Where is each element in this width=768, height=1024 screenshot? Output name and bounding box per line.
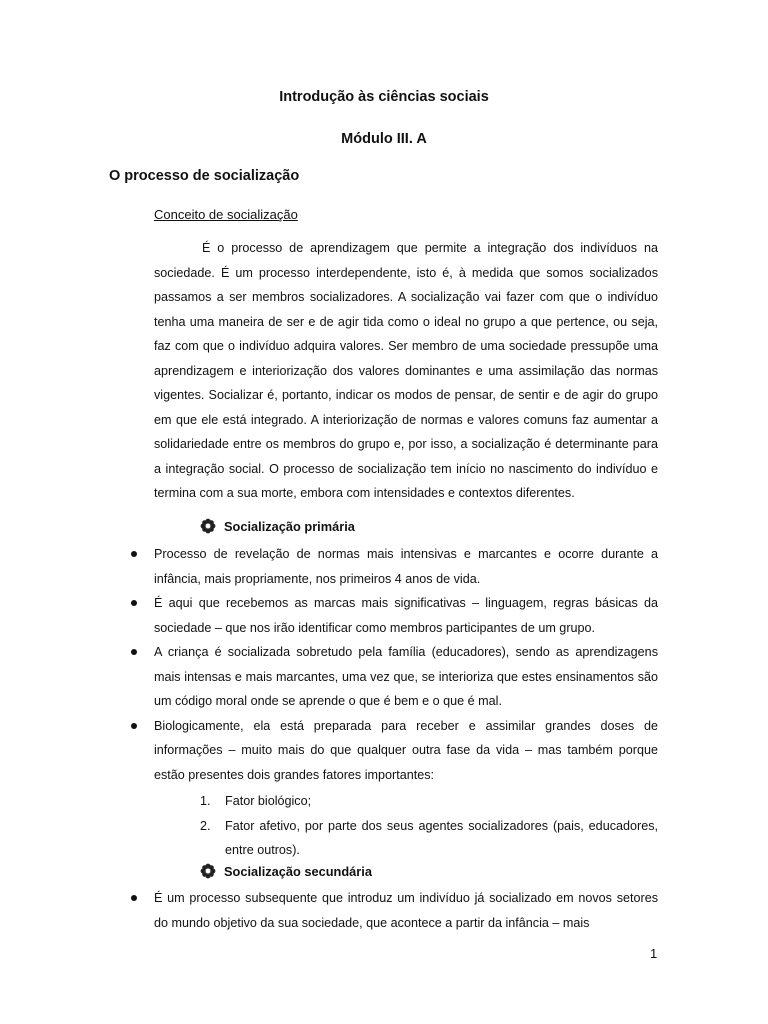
primary-heading-label: Socialização primária <box>224 518 355 534</box>
secondary-bullet-list <box>130 886 658 935</box>
numbered-item-text: Fator afetivo, por parte dos seus agentes socializadores (pais, educadores, entre outros). <box>225 818 658 857</box>
list-item-text: A criança é socializada sobretudo pela família (educadores), sendo as aprendizagens mais intensas e mais marcantes, uma vez que, se interioriza que estes ensinamentos são um código moral onde se aprende o que é bem e o que é mal. <box>154 645 658 708</box>
list-item <box>130 591 658 640</box>
list-item-text: É aqui que recebemos as marcas mais significativas – linguagem, regras básicas da sociedade – que nos irão identificar como membros participantes de um grupo. <box>154 596 658 635</box>
numbered-item-text: Fator biológico; <box>225 794 312 808</box>
primary-bullet-list <box>130 542 658 787</box>
numbered-item <box>200 814 658 863</box>
primary-socialization-heading <box>200 518 355 534</box>
list-item-text: Processo de revelação de normas mais intensivas e marcantes e ocorre durante a infância, mais propriamente, nos primeiros 4 anos de vida. <box>154 547 658 586</box>
flower-icon <box>200 863 216 879</box>
bullet-dot-icon <box>131 723 137 729</box>
document-title: Introdução às ciências sociais <box>279 89 489 105</box>
bullet-dot-icon <box>131 600 137 606</box>
factors-numbered-list <box>200 789 658 863</box>
item-number: 2. <box>200 818 211 833</box>
intro-paragraph: É o processo de aprendizagem que permite a integração dos indivíduos na sociedade. É um processo interdependente, isto é, à medida que somos socializados passamos a ser membros socializadores. A socialização vai fazer com que o indivíduo tenha uma maneira de ser e de agir tida como o ideal no grupo a que pertence, ou seja, faz com que o indivíduo adquira valores. Ser membro de uma sociedade pressupõe uma aprendizagem e interiorização dos valores dominantes e uma assimilação das normas vigentes. Socializar é, portanto, indicar os modos de pensar, de sentir e de agir do grupo em que ele está integrado. A interiorização de normas e valores comuns faz aumentar a solidariedade entre os membros do grupo e, por isso, a socialização é determinante para a integração social. O processo de socialização tem início no nascimento do indivíduo e termina com a sua morte, embora com intensidades e contextos diferentes. <box>154 241 658 500</box>
list-item <box>130 886 658 935</box>
secondary-heading-label: Socialização secundária <box>224 863 372 879</box>
bullet-dot-icon <box>131 649 137 655</box>
section-heading: O processo de socialização <box>109 168 300 184</box>
list-item-text: Biologicamente, ela está preparada para receber e assimilar grandes doses de informações – muito mais do que qualquer outra fase da vida – mas também porque estão presentes dois grandes fatores importantes: <box>154 718 658 782</box>
flower-icon <box>200 518 216 534</box>
sub-heading: Conceito de socialização <box>154 207 298 222</box>
list-item-text: É um processo subsequente que introduz um indivíduo já socializado em novos setores do mundo objetivo da sua sociedade, que acontece a partir da infância – mais <box>154 891 658 930</box>
list-item <box>130 714 658 788</box>
item-number: 1. <box>200 794 211 808</box>
bullet-dot-icon <box>131 895 137 901</box>
bullet-dot-icon <box>131 551 137 557</box>
list-item <box>130 640 658 714</box>
secondary-socialization-heading <box>200 863 372 879</box>
list-item <box>130 542 658 591</box>
module-title: Módulo III. A <box>341 131 427 147</box>
numbered-item <box>200 789 658 814</box>
page-number: 1 <box>650 946 658 961</box>
